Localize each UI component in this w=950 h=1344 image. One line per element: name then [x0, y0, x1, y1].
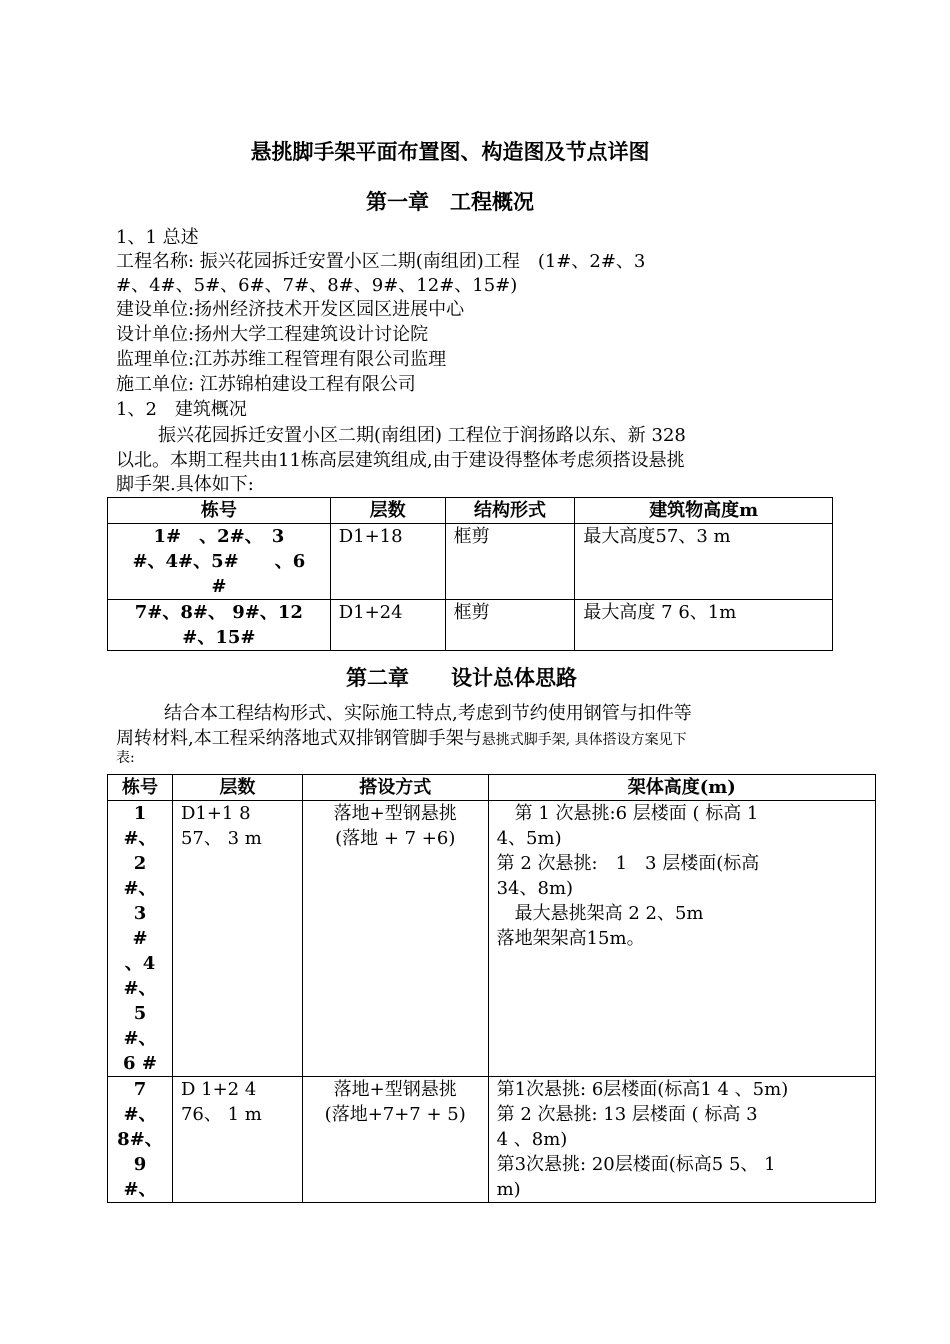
- table-row: [108, 524, 833, 600]
- building-line: 5: [133, 1003, 147, 1024]
- header-floors: 层数: [330, 498, 445, 524]
- design-line-2: [116, 727, 687, 752]
- designer-unit: 设计单位:扬州大学工程建筑设计讨论院: [116, 324, 429, 345]
- frame-height-line: 4、5m): [496, 828, 562, 849]
- building-line: #、: [123, 1104, 157, 1125]
- building-line: #、: [123, 878, 157, 899]
- scaffold-table: [107, 774, 876, 1203]
- floors-line: 76、 1 m: [180, 1104, 262, 1125]
- design-line-2-small: 悬挑式脚手架, 具体搭设方案见下: [481, 732, 687, 748]
- building-line: 1# 、2#、 3: [153, 526, 285, 547]
- building-line: 1: [133, 803, 147, 824]
- floors-line: D1+1 8: [180, 803, 251, 824]
- frame-height-line: 第1次悬挑: 6层楼面(标高1 4 、5m): [496, 1079, 789, 1100]
- building-line: 9: [133, 1154, 147, 1175]
- building-line: #: [132, 928, 148, 949]
- builder-unit: 建设单位:扬州经济技术开发区园区进展中心: [116, 299, 465, 320]
- building-cell: [108, 524, 331, 600]
- building-line: 7#、8#、 9#、12: [134, 602, 303, 623]
- table-row: [108, 1077, 876, 1203]
- overview-line-2: 以北。本期工程共由11栋高层建筑组成,由于建设得整体考虑须搭设悬挑: [116, 450, 685, 471]
- building-line: 6 #: [123, 1053, 157, 1074]
- chapter-2-title: 第二章 设计总体思路: [346, 665, 577, 690]
- header-frame-height: 架体高度(m): [488, 775, 875, 801]
- building-line: 7: [133, 1079, 147, 1100]
- frame-height-line: 最大悬挑架高 2 2、5m: [496, 903, 704, 924]
- frame-height-line: 第3次悬挑: 20层楼面(标高5 5、 1: [496, 1154, 776, 1175]
- header-height: 建筑物高度m: [575, 498, 833, 524]
- header-structure: 结构形式: [445, 498, 575, 524]
- method-line: (落地 + 7 +6): [335, 828, 456, 849]
- frame-height-line: m): [496, 1179, 521, 1200]
- design-line-3: 表:: [116, 750, 135, 766]
- frame-height-line: 落地架架高15m。: [496, 928, 645, 949]
- method-line: 落地+型钢悬挑: [333, 803, 457, 824]
- building-line: 8#、: [117, 1129, 163, 1150]
- floors-cell: [172, 801, 302, 1077]
- section-1-1-heading: 1、1 总述: [116, 227, 199, 248]
- table-header-row: [108, 775, 876, 801]
- structure-cell: 框剪: [445, 524, 575, 600]
- floors-line: 57、 3 m: [180, 828, 262, 849]
- frame-height-line: 第 2 次悬挑: 1 3 层楼面(标高: [496, 853, 760, 874]
- document-title: 悬挑脚手架平面布置图、构造图及节点详图: [250, 139, 650, 164]
- design-line-2-main: 周转材料,本工程采纳落地式双排钢管脚手架与: [116, 728, 482, 749]
- overview-line-3: 脚手架.具体如下:: [116, 474, 254, 495]
- section-1-2-heading: 1、2 建筑概况: [116, 399, 247, 420]
- project-name-line-1: 工程名称: 振兴花园拆迁安置小区二期(南组团)工程 (1#、2#、3: [116, 251, 646, 272]
- method-cell: [302, 1077, 488, 1203]
- building-line: #、15#: [182, 627, 256, 648]
- structure-cell: 框剪: [445, 600, 575, 651]
- building-line: 2: [133, 853, 147, 874]
- floors-line: D 1+2 4: [180, 1079, 257, 1100]
- method-cell: [302, 801, 488, 1077]
- method-line: 落地+型钢悬挑: [333, 1079, 457, 1100]
- frame-height-line: 第 1 次悬挑:6 层楼面 ( 标高 1: [496, 803, 759, 824]
- table-row: [108, 600, 833, 651]
- frame-height-line: 4 、8m): [496, 1129, 568, 1150]
- method-line: (落地+7+7 + 5): [324, 1104, 466, 1125]
- floors-cell: D1+24: [330, 600, 445, 651]
- building-line: #、: [123, 828, 157, 849]
- table-row: [108, 801, 876, 1077]
- table-header-row: [108, 498, 833, 524]
- supervisor-unit: 监理单位:江苏苏维工程管理有限公司监理: [116, 349, 447, 370]
- project-name-line-2: #、4#、5#、6#、7#、8#、9#、12#、15#): [116, 275, 518, 296]
- floors-cell: [172, 1077, 302, 1203]
- building-cell: [108, 1077, 173, 1203]
- building-table: [107, 497, 833, 651]
- building-line: 、4: [124, 953, 156, 974]
- frame-height-line: 34、8m): [496, 878, 574, 899]
- floors-cell: D1+18: [330, 524, 445, 600]
- header-building: 栋号: [108, 498, 331, 524]
- header-method: 搭设方式: [302, 775, 488, 801]
- overview-line-1: 振兴花园拆迁安置小区二期(南组团) 工程位于润扬路以东、新 328: [158, 425, 686, 446]
- height-cell: 最大高度57、3 m: [575, 524, 833, 600]
- building-cell: [108, 600, 331, 651]
- chapter-1-title: 第一章 工程概况: [366, 189, 534, 214]
- building-line: 3: [133, 903, 147, 924]
- frame-height-cell: [488, 801, 875, 1077]
- frame-height-cell: [488, 1077, 875, 1203]
- building-line: #、4#、5# 、6: [132, 551, 306, 572]
- contractor-unit: 施工单位: 江苏锦柏建设工程有限公司: [116, 374, 416, 395]
- building-line: #、: [123, 978, 157, 999]
- header-floors: 层数: [172, 775, 302, 801]
- design-line-1: 结合本工程结构形式、实际施工特点,考虑到节约使用钢管与扣件等: [164, 703, 692, 724]
- building-cell: [108, 801, 173, 1077]
- building-line: #、: [123, 1028, 157, 1049]
- frame-height-line: 第 2 次悬挑: 13 层楼面 ( 标高 3: [496, 1104, 758, 1125]
- height-cell: 最大高度 7 6、1m: [575, 600, 833, 651]
- building-line: #、: [123, 1179, 157, 1200]
- header-building: 栋号: [108, 775, 173, 801]
- building-line: #: [211, 576, 227, 597]
